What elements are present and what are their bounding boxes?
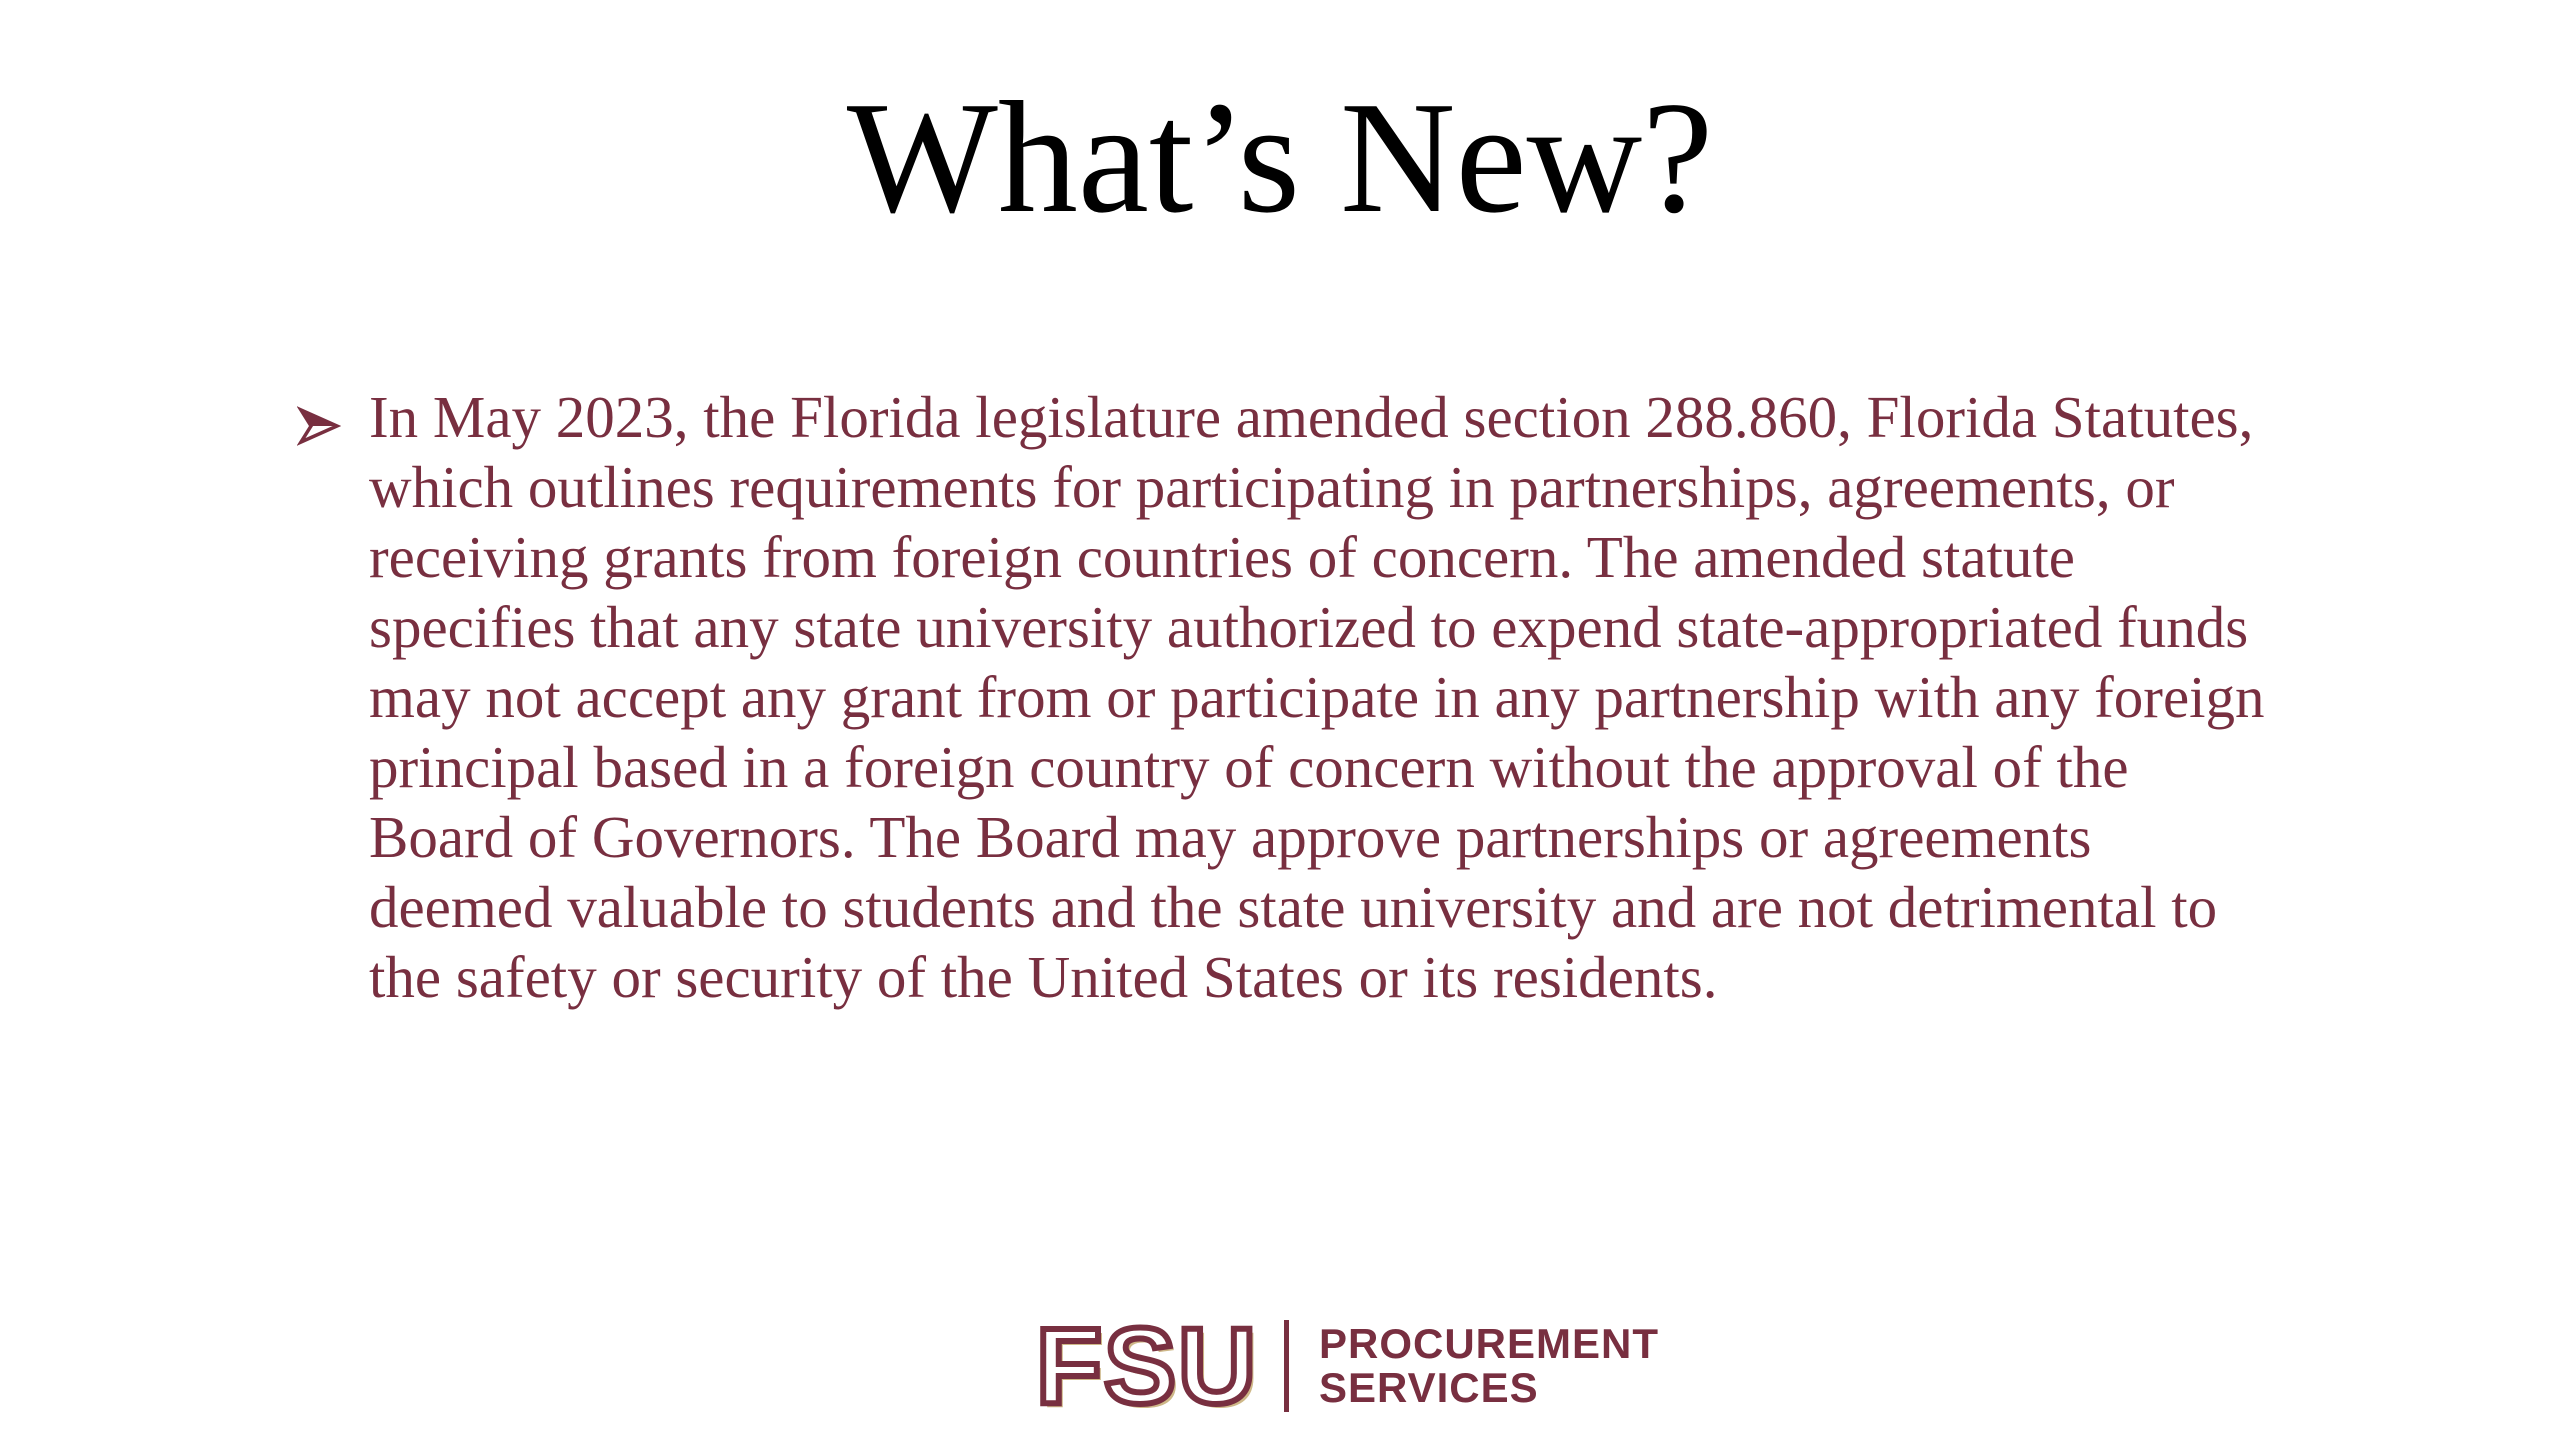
bullet-item	[297, 382, 2277, 1012]
fsu-procurement-logo	[1036, 1305, 1660, 1426]
logo-divider	[1284, 1320, 1289, 1412]
arrow-right-icon	[297, 382, 369, 448]
logo-line-2: SERVICES	[1319, 1364, 1539, 1411]
bullet-text: In May 2023, the Florida legislature amended section 288.860, Florida Statutes, which outlines requirements for participating in partnerships, agreements, or receiving grants from foreign countries of concern. The amended statute specifies that any state university authorized to expend state-appropriated funds may not accept any grant from or participate in any partnership with any foreign principal based in a foreign country of concern without the approval of the Board of Governors. The Board may approve partnerships or agreements deemed valuable to students and the state university and are not detrimental to the safety or security of the United States or its residents.	[369, 384, 2265, 1010]
logo-line-1: PROCUREMENT	[1319, 1320, 1660, 1367]
slide-title: What’s New?	[846, 68, 1714, 246]
logo-department	[1319, 1322, 1659, 1410]
fsu-wordmark: FSU	[1036, 1305, 1258, 1426]
